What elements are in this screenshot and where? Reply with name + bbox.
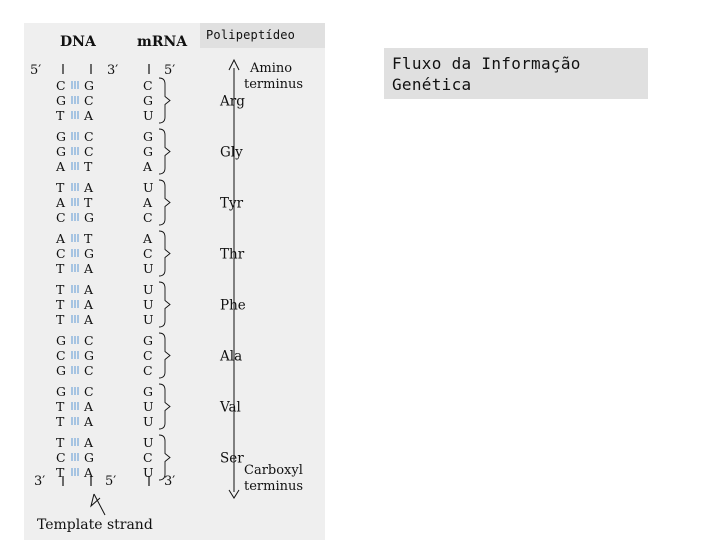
dna-right-base: A — [84, 297, 94, 312]
mrna-base: U — [143, 312, 154, 327]
dna-right-base: A — [84, 282, 94, 297]
dna-right-base: C — [84, 144, 94, 159]
codon-bracket — [159, 231, 170, 276]
dna-left-base: T — [56, 282, 65, 297]
dna-left-base: C — [56, 450, 66, 465]
mrna-three-prime: 3′ — [164, 474, 176, 489]
mrna-base: A — [143, 159, 153, 174]
mrna-base: U — [143, 282, 154, 297]
mrna-base: G — [143, 384, 153, 399]
mrna-base: U — [143, 297, 154, 312]
amino-acid-label: Arg — [220, 93, 245, 110]
dna-left-base: C — [56, 246, 66, 261]
dna-left-base: T — [56, 108, 65, 123]
dna-left-base: T — [56, 180, 65, 195]
dna-right-base: T — [84, 159, 93, 174]
mrna-base: U — [143, 399, 154, 414]
mrna-base: C — [143, 348, 153, 363]
dna-left-base: T — [56, 261, 65, 276]
dna-left-base: C — [56, 210, 66, 225]
polypeptide-label: Polipeptídeo — [200, 23, 325, 48]
dna-left-base: C — [56, 78, 66, 93]
slide-title-line1: Fluxo da Informação — [392, 54, 581, 73]
dna-right-base: C — [84, 333, 94, 348]
dna-right-base: A — [84, 261, 94, 276]
mrna-base: A — [143, 231, 153, 246]
codon-rows — [55, 78, 246, 480]
slide-title-line2: Genética — [392, 75, 472, 94]
codon-bracket — [159, 282, 170, 327]
dna-left-base: T — [56, 465, 65, 480]
dna-right-base: A — [84, 312, 94, 327]
dna-left-base: T — [56, 312, 65, 327]
dna-right-base: A — [84, 399, 94, 414]
codon-bracket — [159, 333, 170, 378]
carboxyl-terminus-label-line1: Carboxyl — [244, 463, 303, 478]
codon-bracket — [159, 129, 170, 174]
template-strand-pointer-line — [94, 494, 105, 515]
dna-left-base: G — [56, 384, 66, 399]
amino-acid-label: Val — [220, 399, 241, 416]
codon-bracket — [159, 180, 170, 225]
codon-bracket — [159, 78, 170, 123]
dna-right-base: C — [84, 363, 94, 378]
dna-left-five-prime: 5′ — [30, 63, 42, 78]
dna-left-three-prime: 3′ — [34, 474, 46, 489]
slide-title — [384, 48, 648, 99]
mrna-base: G — [143, 144, 153, 159]
mrna-base: U — [143, 261, 154, 276]
dna-right-base: C — [84, 129, 94, 144]
mrna-base: C — [143, 363, 153, 378]
dna-left-base: A — [56, 195, 66, 210]
dna-header: DNA — [60, 34, 96, 50]
dna-right-base: C — [84, 93, 94, 108]
dna-left-base: G — [56, 363, 66, 378]
dna-left-base: A — [56, 231, 66, 246]
mrna-base: U — [143, 180, 154, 195]
dna-right-base: G — [84, 450, 94, 465]
dna-right-base: T — [84, 195, 93, 210]
mrna-base: C — [143, 78, 153, 93]
mrna-base: C — [143, 450, 153, 465]
dna-right-base: C — [84, 384, 94, 399]
dna-right-base: G — [84, 210, 94, 225]
dna-right-base: A — [84, 465, 94, 480]
dna-left-base: G — [56, 144, 66, 159]
dna-left-base: T — [56, 414, 65, 429]
dna-right-base: A — [84, 108, 94, 123]
mrna-base: C — [143, 210, 153, 225]
dna-left-base: G — [56, 333, 66, 348]
mrna-base: U — [143, 108, 154, 123]
dna-right-three-prime: 3′ — [107, 63, 119, 78]
dna-right-base: G — [84, 348, 94, 363]
amino-terminus-label-line1: Amino — [250, 61, 293, 76]
dna-right-five-prime: 5′ — [105, 474, 117, 489]
dna-left-base: G — [56, 93, 66, 108]
dna-right-base: A — [84, 180, 94, 195]
dna-left-base: T — [56, 435, 65, 450]
dna-right-base: A — [84, 435, 94, 450]
dna-right-base: G — [84, 78, 94, 93]
codon-bracket — [159, 384, 170, 429]
mrna-header: mRNA — [137, 34, 188, 50]
mrna-base: G — [143, 333, 153, 348]
amino-terminus-label-line2: terminus — [244, 77, 304, 92]
mrna-base: A — [143, 195, 153, 210]
dna-left-base: A — [56, 159, 66, 174]
dna-left-base: T — [56, 297, 65, 312]
amino-acid-label: Tyr — [220, 195, 244, 212]
mrna-base: G — [143, 129, 153, 144]
dna-left-base: T — [56, 399, 65, 414]
mrna-base: U — [143, 435, 154, 450]
mrna-base: G — [143, 93, 153, 108]
dna-right-base: G — [84, 246, 94, 261]
dna-left-base: C — [56, 348, 66, 363]
dna-right-base: T — [84, 231, 93, 246]
amino-acid-label: Thr — [220, 246, 245, 263]
amino-acid-label: Phe — [220, 297, 246, 314]
mrna-base: U — [143, 465, 154, 480]
mrna-base: U — [143, 414, 154, 429]
mrna-five-prime: 5′ — [164, 63, 176, 78]
mrna-base: C — [143, 246, 153, 261]
amino-acid-label: Gly — [220, 144, 243, 161]
template-strand-label: Template strand — [37, 517, 153, 533]
carboxyl-terminus-label-line2: terminus — [244, 479, 304, 494]
dna-right-base: A — [84, 414, 94, 429]
amino-acid-label: Ser — [220, 450, 244, 467]
dna-left-base: G — [56, 129, 66, 144]
amino-acid-label: Ala — [220, 348, 243, 365]
